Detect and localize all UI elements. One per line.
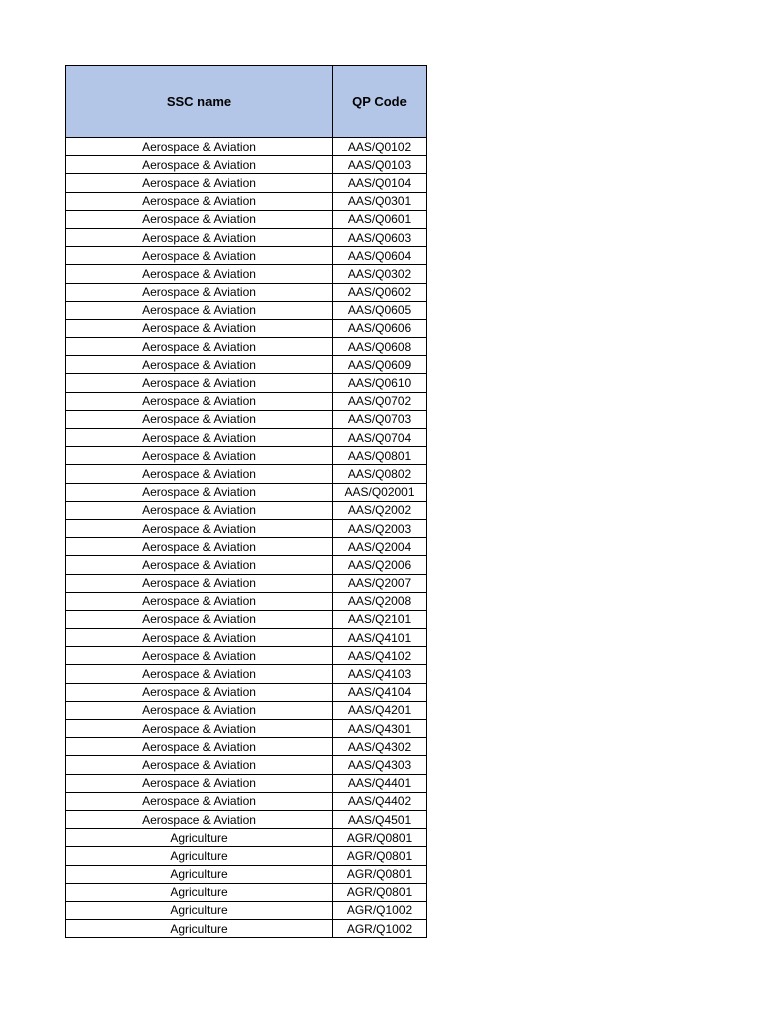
ssc-name-cell: Agriculture bbox=[66, 883, 333, 901]
table-row bbox=[66, 574, 427, 592]
ssc-name-cell: Aerospace & Aviation bbox=[66, 629, 333, 647]
ssc-name-cell: Aerospace & Aviation bbox=[66, 138, 333, 156]
qp-code-cell: AAS/Q2006 bbox=[333, 556, 427, 574]
qp-code-cell: AAS/Q0703 bbox=[333, 410, 427, 428]
table-row bbox=[66, 592, 427, 610]
ssc-name-cell: Aerospace & Aviation bbox=[66, 556, 333, 574]
table-row bbox=[66, 447, 427, 465]
ssc-name-cell: Aerospace & Aviation bbox=[66, 156, 333, 174]
qp-code-cell: AAS/Q2003 bbox=[333, 519, 427, 537]
qp-code-cell: AAS/Q0801 bbox=[333, 447, 427, 465]
ssc-name-cell: Aerospace & Aviation bbox=[66, 410, 333, 428]
table-row bbox=[66, 465, 427, 483]
table-row bbox=[66, 374, 427, 392]
qp-code-cell: AGR/Q1002 bbox=[333, 901, 427, 919]
table-row bbox=[66, 519, 427, 537]
ssc-name-cell: Aerospace & Aviation bbox=[66, 374, 333, 392]
table-row bbox=[66, 538, 427, 556]
ssc-name-cell: Agriculture bbox=[66, 920, 333, 938]
qp-code-cell: AAS/Q0608 bbox=[333, 338, 427, 356]
table-row bbox=[66, 756, 427, 774]
ssc-name-cell: Aerospace & Aviation bbox=[66, 265, 333, 283]
qp-code-cell: AAS/Q2007 bbox=[333, 574, 427, 592]
ssc-name-cell: Aerospace & Aviation bbox=[66, 665, 333, 683]
qp-code-cell: AAS/Q4104 bbox=[333, 683, 427, 701]
table-row bbox=[66, 701, 427, 719]
table-row bbox=[66, 738, 427, 756]
qp-code-cell: AAS/Q2101 bbox=[333, 610, 427, 628]
table-row bbox=[66, 392, 427, 410]
qp-code-cell: AAS/Q0605 bbox=[333, 301, 427, 319]
ssc-name-cell: Aerospace & Aviation bbox=[66, 301, 333, 319]
table-row bbox=[66, 429, 427, 447]
table-row bbox=[66, 247, 427, 265]
table-row bbox=[66, 210, 427, 228]
qp-code-cell: AGR/Q0801 bbox=[333, 883, 427, 901]
ssc-name-cell: Aerospace & Aviation bbox=[66, 574, 333, 592]
table-row bbox=[66, 610, 427, 628]
ssc-name-cell: Aerospace & Aviation bbox=[66, 738, 333, 756]
qp-code-cell: AAS/Q0702 bbox=[333, 392, 427, 410]
ssc-name-cell: Agriculture bbox=[66, 847, 333, 865]
table-row bbox=[66, 647, 427, 665]
ssc-name-cell: Aerospace & Aviation bbox=[66, 356, 333, 374]
qp-code-cell: AAS/Q02001 bbox=[333, 483, 427, 501]
table-row bbox=[66, 901, 427, 919]
qp-code-cell: AAS/Q0103 bbox=[333, 156, 427, 174]
header-row bbox=[66, 66, 427, 138]
qp-code-cell: AAS/Q2002 bbox=[333, 501, 427, 519]
qp-code-cell: AGR/Q0801 bbox=[333, 847, 427, 865]
ssc-name-cell: Aerospace & Aviation bbox=[66, 447, 333, 465]
qp-code-column-header: QP Code bbox=[333, 66, 427, 138]
table-row bbox=[66, 883, 427, 901]
ssc-name-cell: Aerospace & Aviation bbox=[66, 247, 333, 265]
table-row bbox=[66, 174, 427, 192]
ssc-name-cell: Aerospace & Aviation bbox=[66, 392, 333, 410]
table-row bbox=[66, 192, 427, 210]
qp-code-cell: AAS/Q4201 bbox=[333, 701, 427, 719]
qp-code-cell: AAS/Q0601 bbox=[333, 210, 427, 228]
ssc-name-cell: Aerospace & Aviation bbox=[66, 683, 333, 701]
qp-code-cell: AAS/Q0609 bbox=[333, 356, 427, 374]
qp-code-cell: AAS/Q0604 bbox=[333, 247, 427, 265]
table-row bbox=[66, 301, 427, 319]
qp-code-cell: AAS/Q4101 bbox=[333, 629, 427, 647]
table-row bbox=[66, 665, 427, 683]
table-row bbox=[66, 810, 427, 828]
table-row bbox=[66, 156, 427, 174]
qp-code-cell: AAS/Q0802 bbox=[333, 465, 427, 483]
ssc-name-cell: Aerospace & Aviation bbox=[66, 210, 333, 228]
qp-code-cell: AAS/Q0610 bbox=[333, 374, 427, 392]
qp-code-cell: AGR/Q1002 bbox=[333, 920, 427, 938]
table-header bbox=[66, 66, 427, 138]
table-row bbox=[66, 319, 427, 337]
ssc-name-cell: Agriculture bbox=[66, 865, 333, 883]
table-body bbox=[66, 138, 427, 938]
qp-code-cell: AAS/Q0104 bbox=[333, 174, 427, 192]
table-row bbox=[66, 356, 427, 374]
qp-code-cell: AAS/Q0602 bbox=[333, 283, 427, 301]
table-row bbox=[66, 338, 427, 356]
table-row bbox=[66, 829, 427, 847]
ssc-name-cell: Aerospace & Aviation bbox=[66, 283, 333, 301]
table-row bbox=[66, 283, 427, 301]
qp-code-cell: AAS/Q4501 bbox=[333, 810, 427, 828]
table-row bbox=[66, 792, 427, 810]
qp-code-cell: AAS/Q0704 bbox=[333, 429, 427, 447]
ssc-name-cell: Aerospace & Aviation bbox=[66, 774, 333, 792]
qp-code-cell: AAS/Q4103 bbox=[333, 665, 427, 683]
ssc-name-cell: Aerospace & Aviation bbox=[66, 519, 333, 537]
qp-code-cell: AAS/Q0302 bbox=[333, 265, 427, 283]
qp-code-cell: AAS/Q4302 bbox=[333, 738, 427, 756]
ssc-name-cell: Aerospace & Aviation bbox=[66, 483, 333, 501]
ssc-name-cell: Agriculture bbox=[66, 829, 333, 847]
ssc-name-cell: Aerospace & Aviation bbox=[66, 538, 333, 556]
qp-code-cell: AAS/Q4102 bbox=[333, 647, 427, 665]
table-row bbox=[66, 265, 427, 283]
ssc-name-cell: Aerospace & Aviation bbox=[66, 465, 333, 483]
ssc-name-cell: Aerospace & Aviation bbox=[66, 701, 333, 719]
spreadsheet-page bbox=[65, 65, 427, 938]
ssc-name-cell: Aerospace & Aviation bbox=[66, 228, 333, 246]
ssc-name-cell: Aerospace & Aviation bbox=[66, 810, 333, 828]
qp-code-cell: AAS/Q0606 bbox=[333, 319, 427, 337]
qp-code-cell: AAS/Q4402 bbox=[333, 792, 427, 810]
qp-code-cell: AAS/Q2004 bbox=[333, 538, 427, 556]
table-row bbox=[66, 847, 427, 865]
ssc-name-cell: Aerospace & Aviation bbox=[66, 338, 333, 356]
table-row bbox=[66, 138, 427, 156]
table-row bbox=[66, 865, 427, 883]
table-row bbox=[66, 683, 427, 701]
ssc-name-cell: Aerospace & Aviation bbox=[66, 592, 333, 610]
ssc-name-cell: Aerospace & Aviation bbox=[66, 756, 333, 774]
ssc-name-column-header: SSC name bbox=[66, 66, 333, 138]
qp-code-cell: AAS/Q0301 bbox=[333, 192, 427, 210]
qp-code-cell: AAS/Q0603 bbox=[333, 228, 427, 246]
ssc-name-cell: Aerospace & Aviation bbox=[66, 192, 333, 210]
qp-code-cell: AAS/Q4301 bbox=[333, 720, 427, 738]
table-row bbox=[66, 920, 427, 938]
qp-code-table bbox=[65, 65, 427, 938]
table-row bbox=[66, 556, 427, 574]
qp-code-cell: AAS/Q4303 bbox=[333, 756, 427, 774]
ssc-name-cell: Aerospace & Aviation bbox=[66, 647, 333, 665]
ssc-name-cell: Aerospace & Aviation bbox=[66, 610, 333, 628]
qp-code-cell: AGR/Q0801 bbox=[333, 865, 427, 883]
table-row bbox=[66, 483, 427, 501]
table-row bbox=[66, 410, 427, 428]
ssc-name-cell: Aerospace & Aviation bbox=[66, 792, 333, 810]
qp-code-cell: AAS/Q4401 bbox=[333, 774, 427, 792]
table-row bbox=[66, 720, 427, 738]
ssc-name-cell: Aerospace & Aviation bbox=[66, 429, 333, 447]
qp-code-cell: AAS/Q2008 bbox=[333, 592, 427, 610]
table-row bbox=[66, 774, 427, 792]
table-row bbox=[66, 228, 427, 246]
ssc-name-cell: Aerospace & Aviation bbox=[66, 319, 333, 337]
ssc-name-cell: Agriculture bbox=[66, 901, 333, 919]
qp-code-cell: AGR/Q0801 bbox=[333, 829, 427, 847]
qp-code-cell: AAS/Q0102 bbox=[333, 138, 427, 156]
ssc-name-cell: Aerospace & Aviation bbox=[66, 501, 333, 519]
table-row bbox=[66, 629, 427, 647]
ssc-name-cell: Aerospace & Aviation bbox=[66, 174, 333, 192]
table-row bbox=[66, 501, 427, 519]
ssc-name-cell: Aerospace & Aviation bbox=[66, 720, 333, 738]
